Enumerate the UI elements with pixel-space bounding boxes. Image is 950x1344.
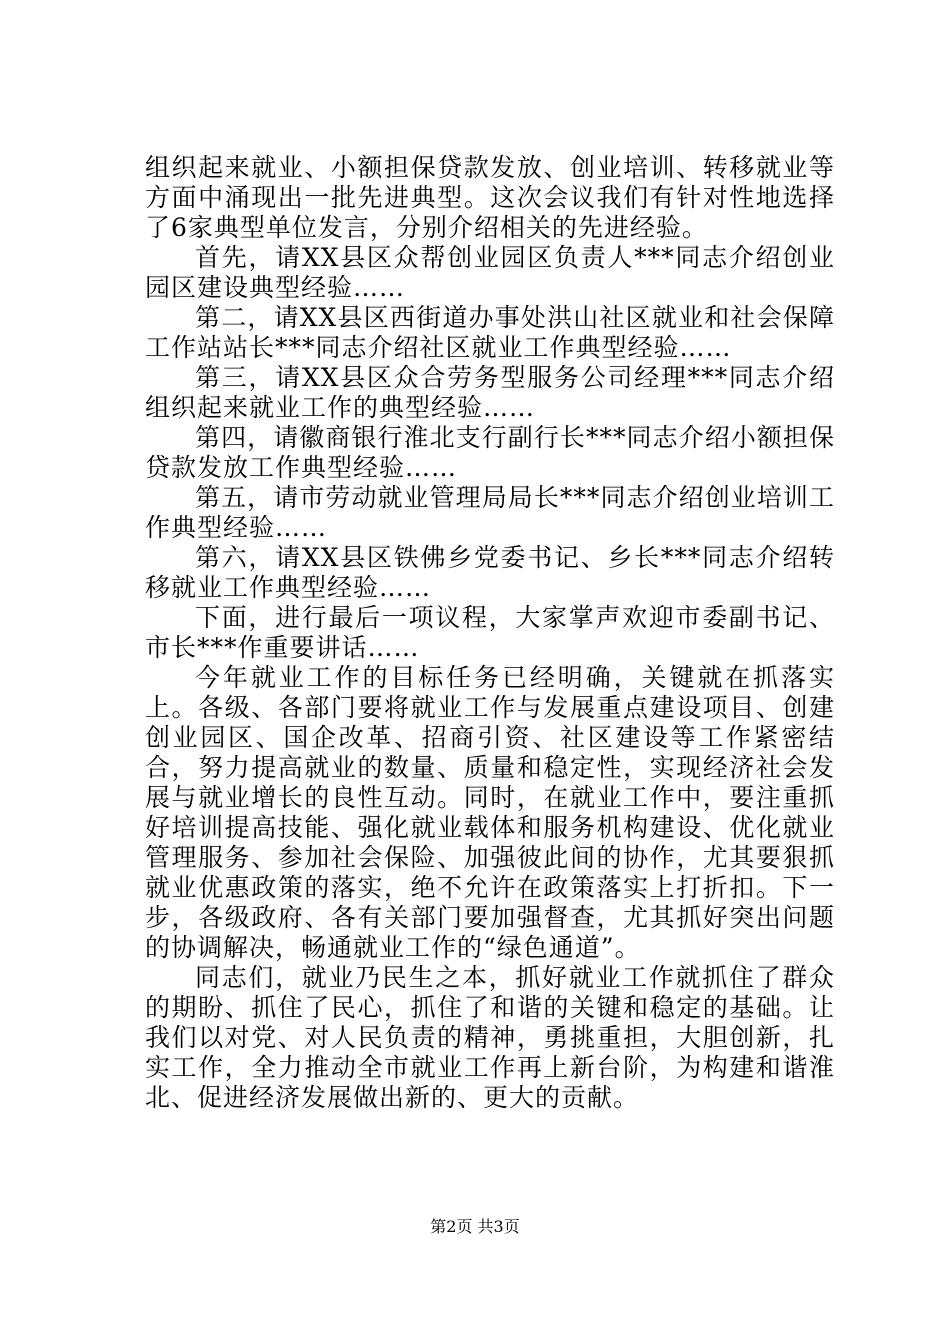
paragraph-fourth-speaker: 第四，请徽商银行淮北支行副行长***同志介绍小额担保贷款发放工作典型经验…… xyxy=(145,423,835,482)
page-number-footer: 第2页 共3页 xyxy=(430,1217,520,1236)
paragraph-fifth-speaker: 第五，请市劳动就业管理局局长***同志介绍创业培训工作典型经验…… xyxy=(145,483,835,542)
paragraph-first-speaker: 首先，请XX县区众帮创业园区负责人***同志介绍创业园区建设典型经验…… xyxy=(145,243,835,302)
document-body xyxy=(145,153,835,1113)
paragraph-second-speaker: 第二，请XX县区西街道办事处洪山社区就业和社会保障工作站站长***同志介绍社区就业工作典型经验…… xyxy=(145,303,835,362)
paragraph-sixth-speaker: 第六，请XX县区铁佛乡党委书记、乡长***同志介绍转移就业工作典型经验…… xyxy=(145,543,835,602)
paragraph-closing: 同志们，就业乃民生之本，抓好就业工作就抓住了群众的期盼、抓住了民心，抓住了和谐的关键和稳定的基础。让我们以对党、对人民负责的精神，勇挑重担，大胆创新，扎实工作，全力推动全市就业工作再上新台阶，为构建和谐淮北、促进经济发展做出新的、更大的贡献。 xyxy=(145,963,835,1112)
paragraph-implementation: 今年就业工作的目标任务已经明确，关键就在抓落实上。各级、各部门要将就业工作与发展重点建设项目、创建创业园区、国企改革、招商引资、社区建设等工作紧密结合，努力提高就业的数量、质量和稳定性，实现经济社会发展与就业增长的良性互动。同时，在就业工作中，要注重抓好培训提高技能、强化就业载体和服务机构建设、优化就业管理服务、参加社会保险、加强彼此间的协作，尤其要狠抓就业优惠政策的落实，绝不允许在政策落实上打折扣。下一步，各级政府、各有关部门要加强督查，尤其抓好突出问题的协调解决，畅通就业工作的“绿色通道”。 xyxy=(145,663,835,962)
paragraph-final-agenda: 下面，进行最后一项议程，大家掌声欢迎市委副书记、市长***作重要讲话…… xyxy=(145,603,835,662)
paragraph-third-speaker: 第三，请XX县区众合劳务型服务公司经理***同志介绍组织起来就业工作的典型经验…… xyxy=(145,363,835,422)
paragraph-continuation: 组织起来就业、小额担保贷款发放、创业培训、转移就业等方面中涌现出一批先进典型。这次会议我们有针对性地选择了6家典型单位发言，分别介绍相关的先进经验。 xyxy=(145,153,835,242)
